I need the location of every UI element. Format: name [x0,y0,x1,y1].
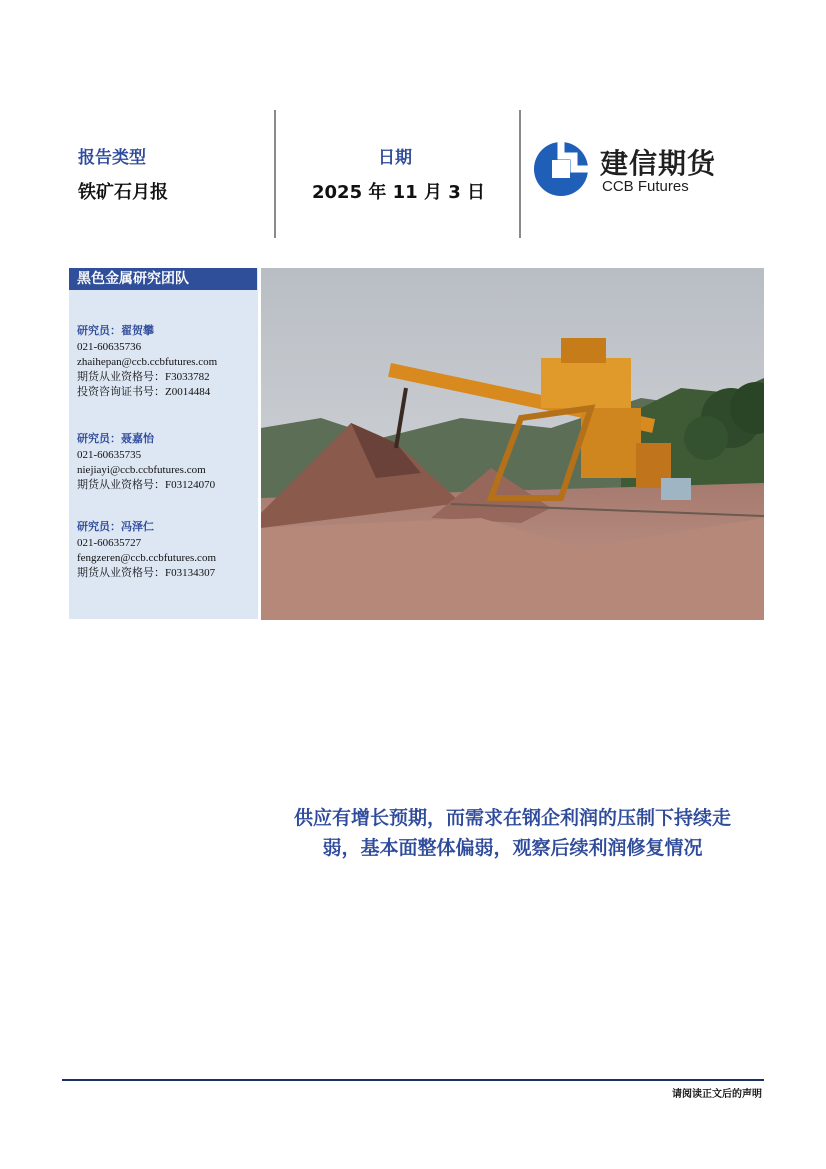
footer-rule [62,1079,764,1081]
researcher-name: 研究员：翟贺攀 [77,324,154,337]
researcher-card [77,322,217,400]
cover-photo [261,268,764,620]
disclaimer-note: 请阅读正文后的声明 [672,1089,762,1100]
researcher-license: 期货从业资格号：F3033782 [77,371,210,383]
researcher-email[interactable]: zhaihepan@ccb.ccbfutures.com [77,356,218,368]
headline-line-2: 弱，基本面整体偏弱，观察后续利润修复情况 [322,837,703,859]
researcher-email[interactable]: fengzeren@ccb.ccbfutures.com [77,552,216,564]
logo-text-cn: 建信期货 [600,147,717,180]
date-value: 2025 年 11 月 3 日 [312,182,486,203]
report-type-label: 报告类型 [78,148,146,168]
researcher-license: 期货从业资格号：F03134307 [77,567,216,579]
researcher-license: 期货从业资格号：F03124070 [77,479,216,491]
researcher-phone: 021-60635735 [77,449,142,461]
date-label: 日期 [378,148,412,168]
researcher-name: 研究员：冯泽仁 [77,520,154,533]
logo-text-en: CCB Futures [602,178,689,195]
researcher-name: 研究员：聂嘉怡 [77,432,154,445]
researcher-card [77,430,215,493]
researcher-cert: 投资咨询证书号：Z0014484 [77,386,211,398]
ccb-logo [532,140,762,200]
team-panel [69,268,258,619]
report-headline [240,803,785,863]
researcher-email[interactable]: niejiayi@ccb.ccbfutures.com [77,464,206,476]
team-title: 黑色金属研究团队 [69,268,257,290]
header-divider [274,110,276,238]
header-divider [519,110,521,238]
report-type-value: 铁矿石月报 [78,182,168,203]
researcher-phone: 021-60635727 [77,537,142,549]
ccb-logo-icon [532,140,590,198]
researcher-card [77,518,216,581]
iron-ore-stockyard-illustration [261,268,764,620]
headline-line-1: 供应有增长预期，而需求在钢企利润的压制下持续走 [293,807,731,829]
researcher-phone: 021-60635736 [77,341,142,353]
